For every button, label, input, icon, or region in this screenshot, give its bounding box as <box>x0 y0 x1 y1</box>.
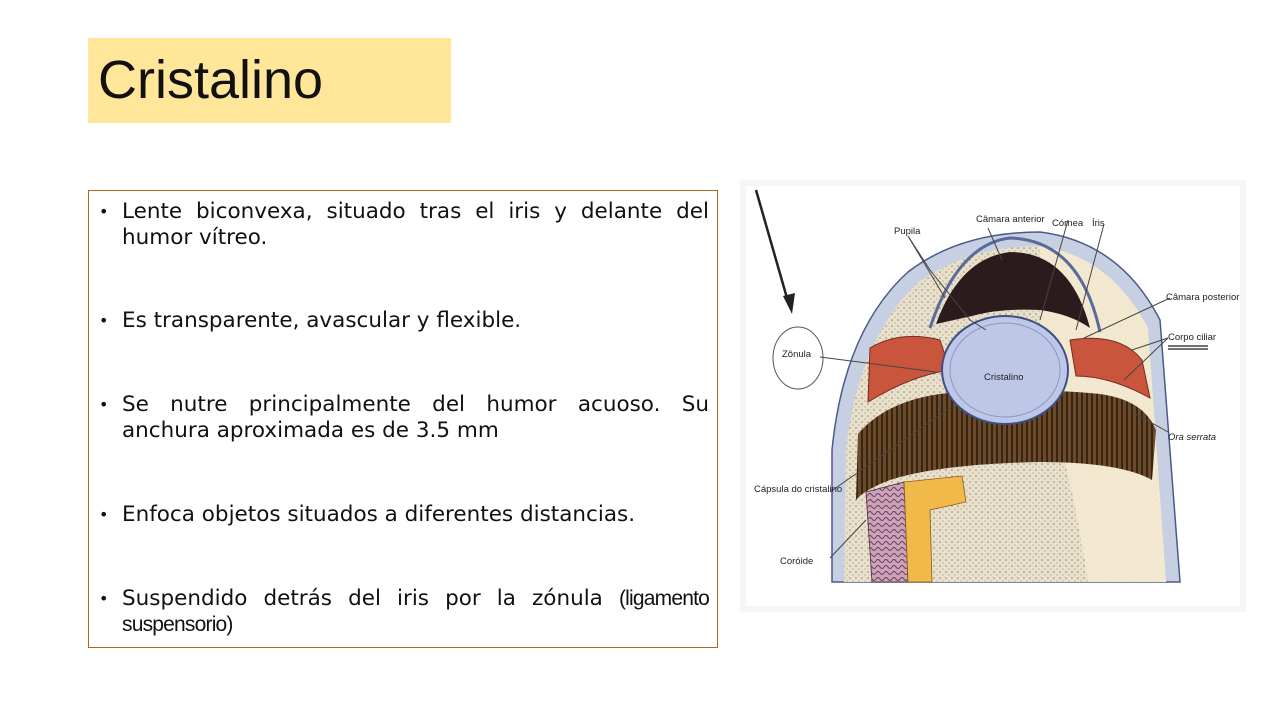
label-corpo-ciliar: Corpo ciliar <box>1168 332 1217 343</box>
bullet-item <box>99 392 709 444</box>
slide-title: Cristalino <box>98 50 324 110</box>
bullet-dot: • <box>99 589 109 608</box>
bullet-item <box>99 586 709 638</box>
label-camara-anterior: Câmara anterior <box>976 214 1045 225</box>
label-pupila: Pupila <box>894 226 921 237</box>
bullet-text: Suspendido detrás del iris por la zónula <box>122 586 619 611</box>
bullet-dot: • <box>99 311 109 330</box>
bullet-item <box>99 199 709 251</box>
bullet-list <box>88 190 718 648</box>
label-coroide: Coróide <box>780 556 814 567</box>
bullet-text: Es transparente, avascular y flexible. <box>122 308 522 333</box>
bullet-dot: • <box>99 395 109 414</box>
label-cristalino: Cristalino <box>984 372 1024 383</box>
title-box <box>88 38 451 123</box>
bullet-text-wrap <box>122 586 709 638</box>
bullet-text: Lente biconvexa, situado tras el iris y delante del humor vítreo. <box>122 199 709 250</box>
label-capsula: Cápsula do cristalino <box>754 484 843 495</box>
bullet-text: Se nutre principalmente del humor acuoso. Su anchura aproximada es de 3.5 mm <box>122 392 709 443</box>
bullet-text: Enfoca objetos situados a diferentes distancias. <box>122 502 636 527</box>
eye-diagram-svg <box>740 180 1246 612</box>
bullet-text-small: (ligamento suspensorio) <box>122 587 709 636</box>
eye-diagram <box>740 180 1246 612</box>
bullet-item <box>99 502 709 528</box>
label-camara-posterior: Câmara posterior <box>1166 292 1240 303</box>
label-iris: Íris <box>1092 218 1105 229</box>
label-zonula: Zônula <box>782 349 812 360</box>
bullet-item <box>99 308 709 334</box>
bullet-dot: • <box>99 505 109 524</box>
bullet-dot: • <box>99 202 109 221</box>
label-cornea: Córnea <box>1052 218 1084 229</box>
label-ora-serrata: Ora serrata <box>1168 432 1217 443</box>
lens-shape <box>942 316 1068 424</box>
